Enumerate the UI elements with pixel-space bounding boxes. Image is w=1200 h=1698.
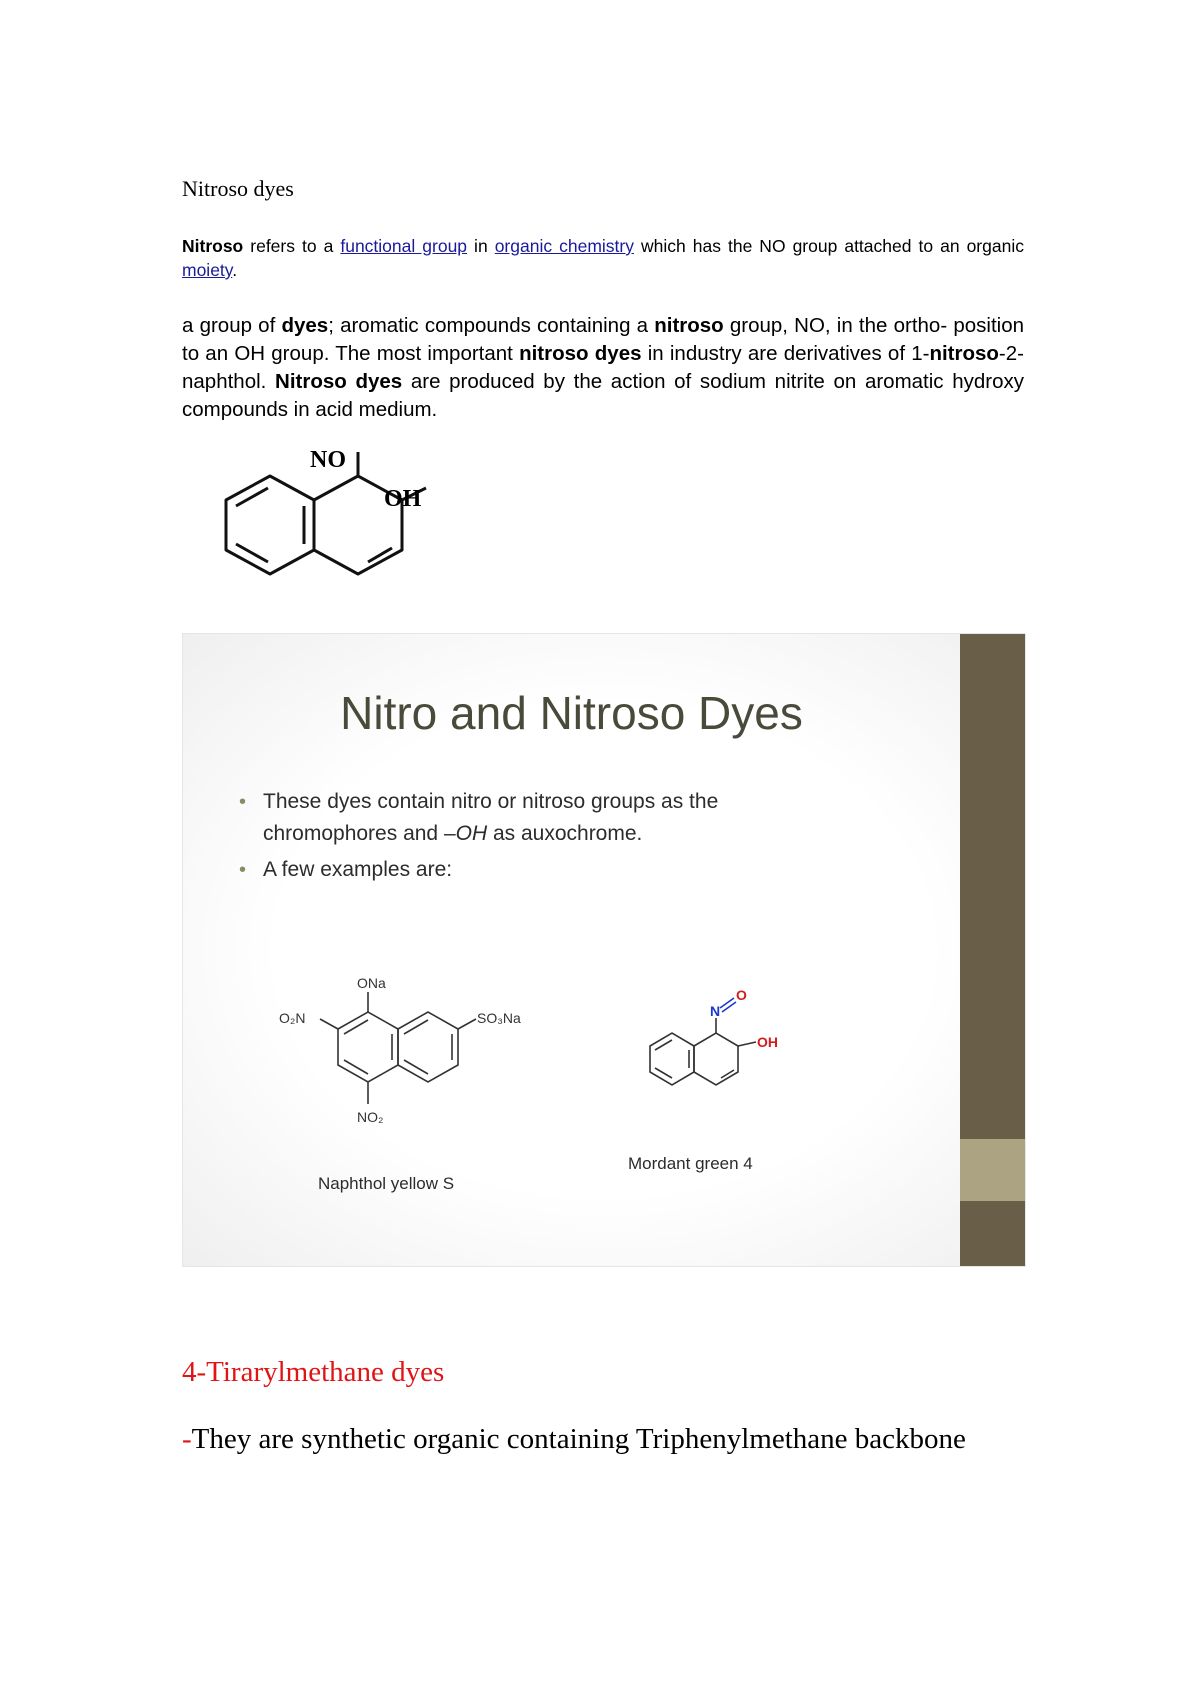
label-ona: ONa (357, 975, 386, 991)
bold-dyes: dyes (281, 314, 329, 337)
text-span: in (467, 236, 495, 256)
bold-nitroso: nitroso (654, 314, 724, 337)
nitroso-definition-paragraph (182, 234, 1024, 282)
text-span: . (232, 260, 238, 280)
section-heading-nitroso-dyes: Nitroso dyes (182, 176, 294, 201)
triarylmethane-paragraph (182, 1420, 1024, 1458)
label-o: O (736, 987, 747, 1003)
bullet-dot-icon: • (239, 859, 247, 881)
caption-naphthol-yellow-s: Naphthol yellow S (318, 1174, 455, 1193)
bold-nitroso-dyes: Nitroso dyes (275, 370, 403, 393)
slide-title: Nitro and Nitroso Dyes (340, 687, 803, 739)
bullet-text-line (263, 818, 839, 850)
label-so3na: SO₃Na (477, 1010, 521, 1026)
text-span: as auxochrome. (487, 822, 643, 845)
text-span: chromophores and – (263, 822, 456, 845)
red-dash: - (182, 1423, 192, 1455)
text-span: group, NO, in the ortho- position to an OH group. The most important (182, 314, 1024, 365)
bold-nitroso: nitroso (929, 342, 999, 365)
nitroso-naphthol-structure (180, 448, 440, 608)
slide-bullet-2 (239, 854, 839, 886)
embedded-slide-image (182, 633, 1026, 1267)
nitroso-dyes-paragraph (182, 312, 1024, 424)
label-o2n: O₂N (279, 1010, 306, 1026)
text-span: a group of (182, 314, 282, 337)
slide-side-bar-accent (960, 1139, 1025, 1201)
slide-bullet-list (239, 786, 839, 890)
label-no: NO (310, 448, 346, 473)
bullet-dot-icon: • (239, 791, 247, 813)
text-span: are produced by the action of sodium nitrite on aromatic hydroxy compounds in acid medium. (182, 370, 1024, 421)
mordant-green-4-structure (638, 984, 818, 1104)
italic-oh: OH (455, 822, 488, 845)
section-heading-triarylmethane-dyes: 4-Tirarylmethane dyes (182, 1356, 445, 1388)
naphthol-yellow-s-structure (273, 972, 533, 1142)
slide-bullet-1 (239, 786, 839, 850)
text-span: in industry are derivatives of 1- (641, 342, 930, 365)
text-span: ; aromatic compounds containing a (328, 314, 655, 337)
bullet-text-line: A few examples are: (263, 858, 453, 881)
term-nitroso: Nitroso (182, 236, 244, 256)
bold-nitroso-dyes: nitroso dyes (519, 342, 642, 365)
label-n: N (710, 1003, 721, 1019)
caption-mordant-green-4: Mordant green 4 (628, 1154, 753, 1173)
text-span: They are synthetic organic containing Triphenylmethane backbone (191, 1423, 966, 1455)
label-oh: OH (757, 1034, 778, 1050)
text-span: refers to a (243, 236, 341, 256)
text-span: -2-naphthol. (182, 342, 1024, 393)
link-functional-group[interactable]: functional group (340, 236, 468, 256)
label-oh: OH (384, 486, 422, 512)
bullet-text-line: These dyes contain nitro or nitroso groups as the (263, 790, 719, 813)
label-no2: NO₂ (357, 1109, 384, 1125)
link-moiety[interactable]: moiety (182, 260, 233, 280)
link-organic-chemistry[interactable]: organic chemistry (494, 236, 634, 256)
text-span: which has the NO group attached to an organic (633, 236, 1024, 256)
